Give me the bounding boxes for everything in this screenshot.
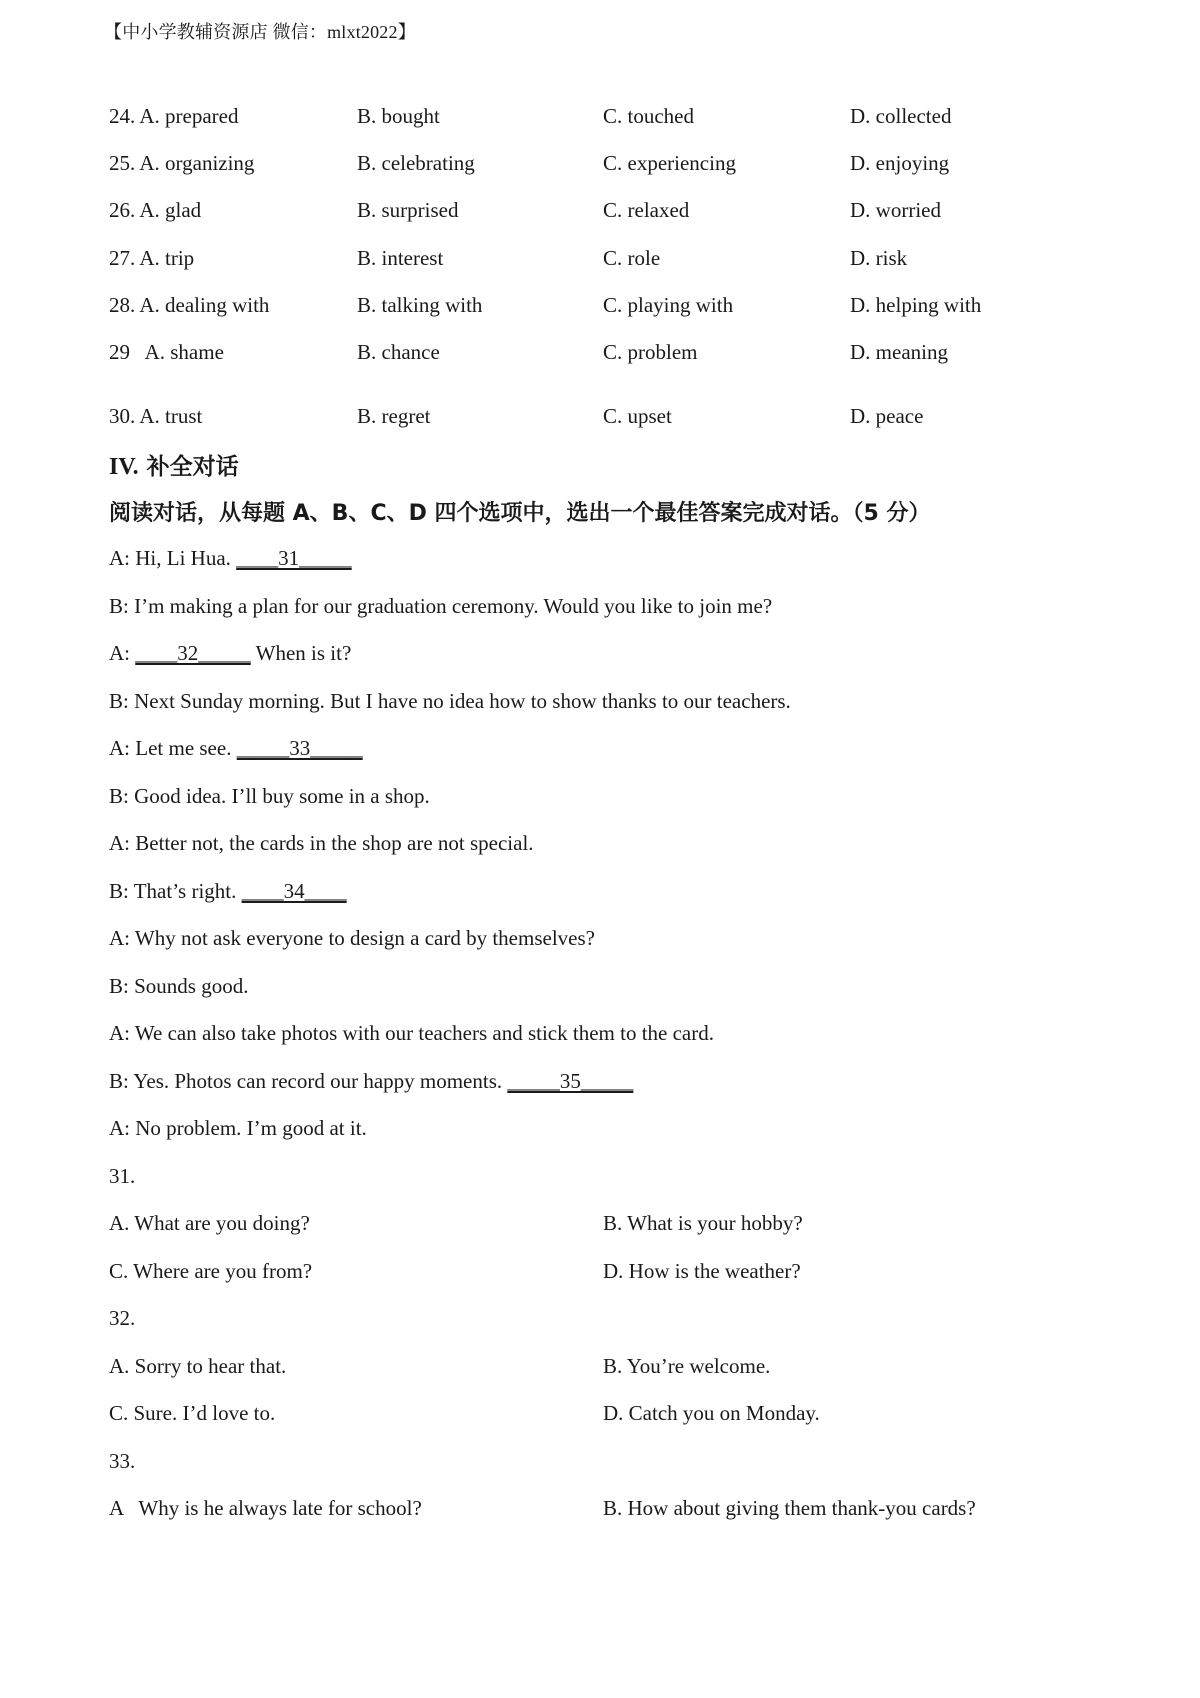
dialogue-text: A: <box>109 641 136 665</box>
dialogue-line <box>109 641 351 666</box>
option-d: D. peace <box>850 404 924 428</box>
option-b: B. surprised <box>357 198 459 222</box>
question-number: 33. <box>109 1449 136 1473</box>
choice-row-26 <box>0 198 1200 228</box>
option-a: 29 A. shame <box>109 340 224 364</box>
option-a: 26. A. glad <box>109 198 202 222</box>
option-c: C. role <box>603 246 661 270</box>
option-a: 30. A. trust <box>109 404 203 428</box>
choice-row-25 <box>0 151 1200 181</box>
dialogue-text: A: Better not, the cards in the shop are not special. <box>109 831 534 855</box>
option-b: B. chance <box>357 340 440 364</box>
option-c: C. problem <box>603 340 698 364</box>
option-a: A. Sorry to hear that. <box>109 1354 287 1378</box>
question-options-row <box>0 1496 1200 1526</box>
option-d: D. helping with <box>850 293 982 317</box>
dialogue-text: B: Sounds good. <box>109 974 249 998</box>
choice-row-27 <box>0 246 1200 276</box>
choice-row-24 <box>0 104 1200 134</box>
option-b: B. regret <box>357 404 431 428</box>
dialogue-text: A: Why not ask everyone to design a card by themselves? <box>109 926 595 950</box>
option-b: B. How about giving them thank-you cards? <box>603 1496 976 1520</box>
dialogue-text: B: Good idea. I’ll buy some in a shop. <box>109 784 430 808</box>
option-a: 24. A. prepared <box>109 104 239 128</box>
option-b: B. interest <box>357 246 444 270</box>
option-a: 28. A. dealing with <box>109 293 270 317</box>
option-c: C. playing with <box>603 293 734 317</box>
option-c: C. upset <box>603 404 672 428</box>
dialogue-text: B: I’m making a plan for our graduation ceremony. Would you like to join me? <box>109 594 773 618</box>
option-d: D. collected <box>850 104 952 128</box>
dialogue-line <box>109 879 347 904</box>
option-a: 25. A. organizing <box>109 151 255 175</box>
option-c: C. experiencing <box>603 151 736 175</box>
dialogue-line <box>109 926 595 951</box>
option-b: B. What is your hobby? <box>603 1211 803 1235</box>
dialogue-line <box>109 736 363 761</box>
dialogue-text: A: Hi, Li Hua. <box>109 546 237 570</box>
option-c: C. Where are you from? <box>109 1259 313 1283</box>
option-c: C. touched <box>603 104 694 128</box>
dialogue-line <box>109 594 772 619</box>
option-c: C. relaxed <box>603 198 690 222</box>
option-b: B. You’re welcome. <box>603 1354 771 1378</box>
option-a: A Why is he always late for school? <box>109 1496 422 1520</box>
answer-blank: _____35_____ <box>507 1069 634 1093</box>
dialogue-text: A: We can also take photos with our teachers and stick them to the card. <box>109 1021 714 1045</box>
option-b: B. celebrating <box>357 151 475 175</box>
option-b: B. talking with <box>357 293 483 317</box>
option-d: D. Catch you on Monday. <box>603 1401 820 1425</box>
dialogue-text-after: When is it? <box>250 641 352 665</box>
choice-row-30 <box>0 404 1200 434</box>
dialogue-text: B: Next Sunday morning. But I have no idea how to show thanks to our teachers. <box>109 689 791 713</box>
dialogue-line <box>109 831 534 856</box>
option-d: D. risk <box>850 246 908 270</box>
option-d: D. worried <box>850 198 941 222</box>
section-title: 补全对话 <box>146 454 239 480</box>
option-d: D. enjoying <box>850 151 950 175</box>
dialogue-line <box>109 974 248 999</box>
question-number: 32. <box>109 1306 136 1330</box>
question-options-row <box>0 1401 1200 1431</box>
section-heading <box>109 448 239 481</box>
option-a: 27. A. trip <box>109 246 195 270</box>
option-d: D. How is the weather? <box>603 1259 801 1283</box>
dialogue-text: B: Yes. Photos can record our happy moments. <box>109 1069 508 1093</box>
dialogue-text: B: That’s right. <box>109 879 242 903</box>
answer-blank: ____34____ <box>241 879 347 903</box>
choice-row-29 <box>0 340 1200 370</box>
dialogue-line <box>109 1116 367 1141</box>
dialogue-text: A: No problem. I’m good at it. <box>109 1116 367 1140</box>
question-options-row <box>0 1259 1200 1289</box>
option-c: C. Sure. I’d love to. <box>109 1401 276 1425</box>
dialogue-line <box>109 546 352 571</box>
dialogue-line <box>109 689 791 714</box>
watermark: 【中小学教辅资源店 微信：mlxt2022】 <box>104 22 416 42</box>
answer-blank: ____31_____ <box>236 546 352 570</box>
answer-blank: ____32_____ <box>135 641 251 665</box>
option-a: A. What are you doing? <box>109 1211 310 1235</box>
section-number: IV. <box>109 454 139 480</box>
option-d: D. meaning <box>850 340 948 364</box>
answer-blank: _____33_____ <box>236 736 363 760</box>
question-number: 31. <box>109 1164 136 1188</box>
dialogue-line <box>109 1069 633 1094</box>
question-options-row <box>0 1211 1200 1241</box>
option-b: B. bought <box>357 104 440 128</box>
dialogue-line <box>109 1021 714 1046</box>
choice-row-28 <box>0 293 1200 323</box>
question-options-row <box>0 1354 1200 1384</box>
dialogue-text: A: Let me see. <box>109 736 237 760</box>
section-instruction: 阅读对话，从每题 A、B、C、D 四个选项中，选出一个最佳答案完成对话。（5 分） <box>109 501 931 526</box>
dialogue-line <box>109 784 430 809</box>
